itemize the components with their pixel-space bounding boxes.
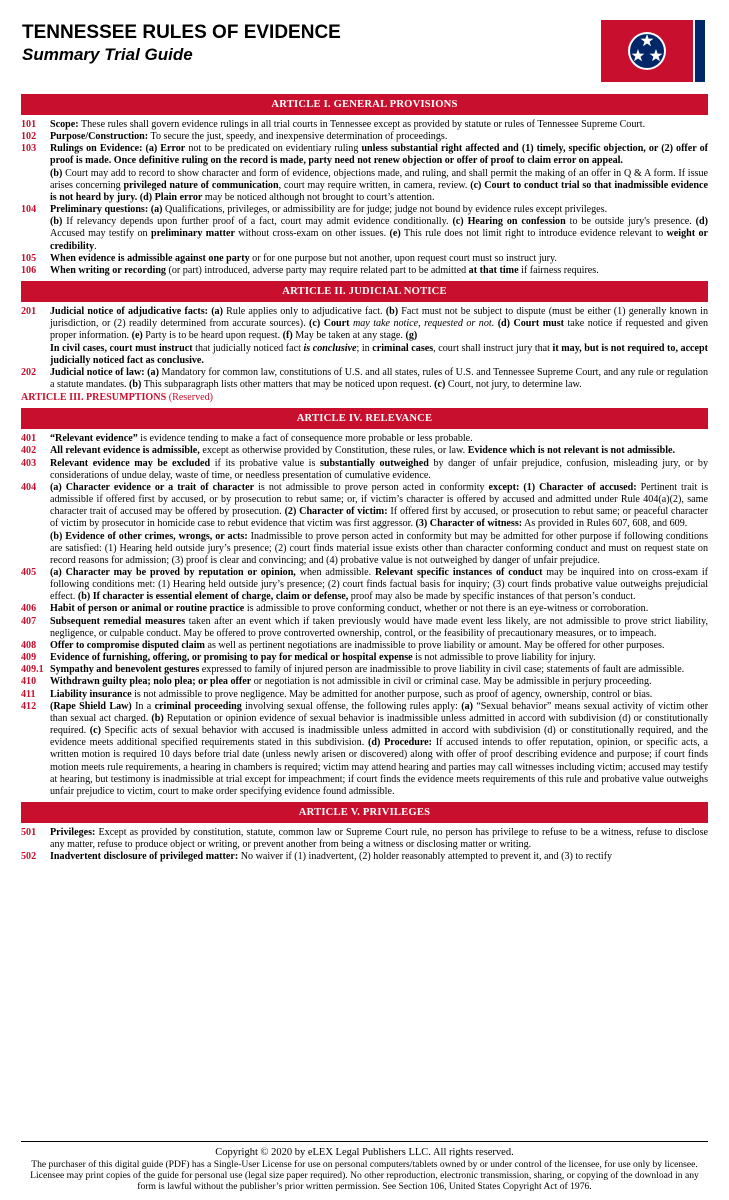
rule-403: 403 Relevant evidence may be excluded if its probative value is substantially outweighed by danger of unfair prejudice, confusion, misleading jury, or by considerations of undue delay, waste of time, or needless presentation of cumulative evidence.: [21, 457, 708, 481]
rule-412: 412 (Rape Shield Law) In a criminal proceeding involving sexual offense, the following rules apply: (a) “Sexual behavior” means sexual activity of victim other than sexual act charged. (b) Reputation or opinion evidence of sexual behavior is inadmissible unless admitted in accord with subdivision (d) or constitutionally required. (c) Specific acts of sexual behavior with accused is inadmissible unless admitted in accord with subdivision (d) or constitutionally required, and the evidence meets additional specified requirements stated in this subdivision. (d) Procedure: If accused intends to offer reputation, opinion, or specific acts, a written motion is required 10 days before trial date (unless newly arisen or discovered) along with offer of proof describing evidence and purpose; if court finds motion meets rule requirements, a hearing in chambers is required; victim may attend hearing and parties may call witnesses including victim; accused may testify at hearing, but testimony is inadmissible at trial except for impeachment; if court finds the evidence meets requirements of this rule and probative value outweighs unfair prejudice to victim, court to make order specifying evidence found admissible.: [21, 700, 709, 797]
article-5-header: ARTICLE V. PRIVILEGES: [21, 802, 708, 823]
rule-number: 501: [21, 826, 37, 838]
rule-number: 408: [21, 639, 37, 651]
rule-number: 402: [21, 445, 37, 457]
rule-number: 410: [21, 676, 37, 688]
copyright-notice: Copyright © 2020 by eLEX Legal Publishers LLC. All rights reserved.: [215, 1147, 514, 1158]
rule-number: 101: [21, 119, 37, 130]
rule-201: 201 Judicial notice of adjudicative facts: (a) Rule applies only to adjudicative fact. (b) Fact must not be subject to dispute (must be either (1) generally known in jurisdiction, or (2) readily determined from accurate sources). (c) Court may take notice, requested or not. (d) Court must take notice if requested and given proper information. (e) Party is to be heard upon request. (f) May be taken at any stage. (g) In civil cases, court must instruct that judicially noticed fact is conclusive; in criminal cases, court shall instruct jury that it may, but is not required to, accept judicially noticed fact as conclusive.: [21, 306, 709, 366]
rule-104: 104 Preliminary questions: (a) Qualifications, privileges, or admissibility are for judge; judge not bound by evidence rules except privileges. (b) If relevancy depends upon further proof of a fact, court may admit evidence conditionally. (c) Hearing on confession to be outside jury's presence. (d) Accused may testify on preliminary matter without cross-exam on other issues. (e) This rule does not limit right to introduce evidence relevant to weight or credibility.: [21, 204, 709, 252]
rule-number: 411: [21, 688, 36, 700]
rule-number: 405: [21, 567, 37, 578]
rule-number: 102: [21, 131, 37, 143]
rule-number: 407: [21, 615, 37, 627]
rule-number: 105: [21, 252, 37, 264]
rule-404: 404 (a) Character evidence or a trait of character is not admissible to prove person acted in conformity except: (1) Character of accused: Pertinent trait is admissible if offered first by accused, or by prosecution to rebut same; or, if victim’s character is offered by accused and admitted under Rule 404(a)(2), same character trait of accused may be offered by prosecution. (2) Character of victim: If offered first by accused, or prosecution to rebut same; or peaceful character of victim by prosecutor in homicide case to rebut evidence that victim was first aggressor. (3) Character of witness: As provided in Rules 607, 608, and 609. (b) Evidence of other crimes, wrongs, or acts: Inadmissible to prove person acted in conformity but may be admitted for other purpose if following conditions are satisfied: (1) Hearing held outside jury’s presence; (2) court finds material issue exists other than character conforming conduct and must on request state on record reasons for admission; (3) proof is clear and convincing; and (4) probative value is not outweighed by danger of unfair prejudice.: [21, 481, 709, 566]
page-title: TENNESSEE RULES OF EVIDENCE: [22, 22, 341, 43]
rule-401: 401 “Relevant evidence” is evidence tending to make a fact of consequence more probable or less probable.: [21, 433, 473, 445]
rule-number: 409.1: [21, 664, 44, 676]
tennessee-flag-icon: [601, 20, 705, 82]
rule-405: 405 (a) Character may be proved by reputation or opinion, when admissible. Relevant specific instances of conduct may be inquired into on cross-exam if following conditions met: (1) Hearing held outside jury’s presence; (2) court finds factual basis for inquiry; (3) court finds probative value outweighs prejudicial effect. (b) If character is essential element of charge, claim or defense, proof may also be made by specific instances of that person’s conduct.: [21, 567, 708, 603]
rule-number: 406: [21, 603, 37, 615]
rule-402: 402 All relevant evidence is admissible, except as otherwise provided by Constitution, these rules, or law. Evidence which is not relevant is not admissible.: [21, 445, 676, 457]
rule-409: 409 Evidence of furnishing, offering, or promising to pay for medical or hospital expense is not admissible to prove liability for injury.: [21, 652, 596, 664]
rule-407: 407 Subsequent remedial measures taken after an event which if taken previously would have made event less likely, are not admissible to prove strict liability, negligence, or culpable conduct. May be offered to prove controverted ownership, control, or the feasibility of precautionary measures, or to impeach.: [21, 615, 708, 639]
rule-408: 408 Offer to compromise disputed claim as well as pertinent negotiations are inadmissible to prove liability or amount. May be offered for other purposes.: [21, 639, 665, 651]
rule-number: 201: [21, 306, 37, 318]
rule-number: 502: [21, 851, 37, 863]
rule-202: 202 Judicial notice of law: (a) Mandatory for common law, constitutions of U.S. and all states, rules of U.S. and Tennessee Supreme Court, and any rule or regulation a statute mandates. (b) This subparagraph lists other matters that may be noticed upon request. (c) Court, not jury, to determine law.: [21, 366, 708, 390]
rule-number: 409: [21, 652, 37, 664]
rule-number: 403: [21, 457, 37, 469]
rule-410: 410 Withdrawn guilty plea; nolo plea; or plea offer or negotiation is not admissible in civil or criminal case. May be admissible in perjury proceeding.: [21, 676, 652, 688]
license-notice: The purchaser of this digital guide (PDF) has a Single-User License for use on personal computers/tablets owned by or under control of the licensee, for use only by licensee. Licensee may print copies of the guide for personal use (legal size paper required). No other reproduction, electronic transmission, sharing, or copying of the download in any form is lawful without the publisher’s prior written permission. See Section 106, United States Copyright Act of 1976.: [30, 1159, 699, 1192]
rule-number: 202: [21, 366, 37, 378]
rule-number: 104: [21, 204, 37, 216]
article-2-header: ARTICLE II. JUDICIAL NOTICE: [21, 281, 708, 302]
rule-502: 502 Inadvertent disclosure of privileged matter: No waiver if (1) inadvertent, (2) holder reasonably attempted to prevent it, and (3) to rectify: [21, 851, 613, 863]
page-subtitle: Summary Trial Guide: [22, 45, 193, 64]
article-1-header: ARTICLE I. GENERAL PROVISIONS: [21, 94, 708, 115]
rule-102: 102 Purpose/Construction: To secure the just, speedy, and inexpensive determination of proceedings.: [21, 131, 448, 143]
rule-103: 103 Rulings on Evidence: (a) Error not to be predicated on evidentiary ruling unless substantial right affected and (1) timely, specific objection, or (2) offer of proof is made. Once definitive ruling on the record is made, party need not renew objection or offer of proof to claim error on appeal. (b) Court may add to record to show character and form of evidence, objections made, and ruling, and shall permit the making of an offer in Q & A form. If issue arises concerning privileged nature of communication, court may require written, in camera, review. (c) Court to conduct trial so that inadmissible evidence is not heard by jury. (d) Plain error may be noticed although not brought to court’s attention.: [21, 143, 709, 203]
rule-number: 106: [21, 264, 37, 276]
page-footer: [21, 1141, 708, 1192]
rule-406: 406 Habit of person or animal or routine practice is admissible to prove conforming conduct, whether or not there is an eye-witness or corroboration.: [21, 603, 649, 615]
rule-101: 101 Scope: These rules shall govern evidence rulings in all trial courts in Tennessee except as provided by statute or rules of Tennessee Supreme Court.: [21, 119, 646, 130]
rule-501: 501 Privileges: Except as provided by constitution, statute, common law or Supreme Court rule, no person has privilege to refuse to be a witness, refuse to disclose any matter, refuse to produce object or writing, or prevent another from being a witness or disclosing matter or writing.: [21, 826, 708, 851]
rule-number: 401: [21, 433, 37, 445]
rule-number: 404: [21, 481, 37, 493]
rule-106: 106 When writing or recording (or part) introduced, adverse party may require related part to be admitted at that time if fairness requires.: [21, 264, 599, 276]
page-header: [22, 22, 582, 65]
article-3-header: ARTICLE III. PRESUMPTIONS (Reserved): [21, 392, 214, 404]
rule-number: 412: [21, 700, 37, 712]
rules-content: [21, 94, 708, 863]
article-3-note: (Reserved): [168, 392, 214, 404]
rule-number: 103: [21, 143, 37, 155]
rule-409-1: 409.1 Sympathy and benevolent gestures expressed to family of injured person are inadmissible to prove liability in civil case; statements of fault are admissible.: [21, 664, 685, 676]
rule-105: 105 When evidence is admissible against one party or for one purpose but not another, upon request court must so instruct jury.: [21, 252, 557, 264]
article-4-header: ARTICLE IV. RELEVANCE: [21, 408, 708, 429]
rule-411: 411 Liability insurance is not admissible to prove negligence. May be admitted for another purpose, such as proof of agency, ownership, control or bias.: [21, 688, 653, 700]
